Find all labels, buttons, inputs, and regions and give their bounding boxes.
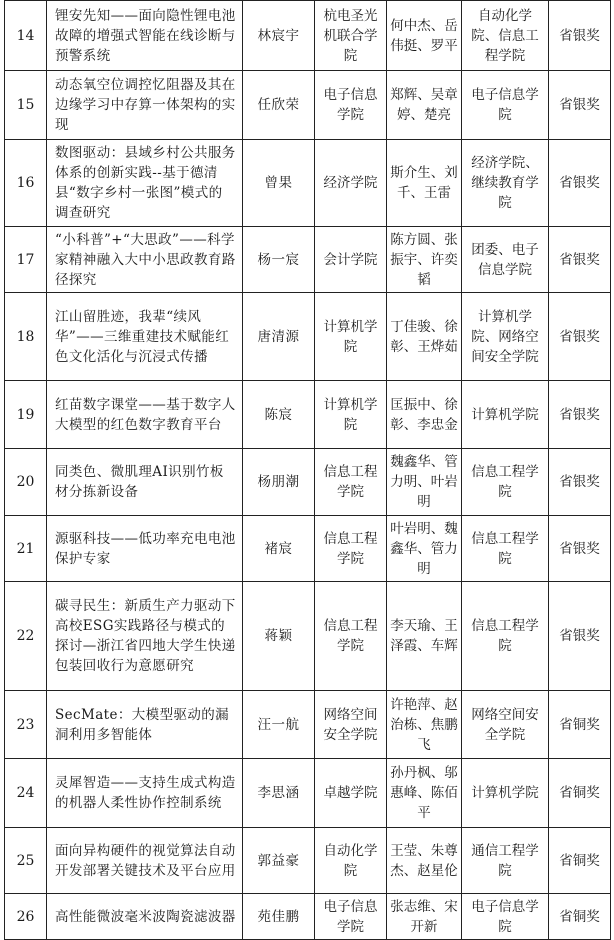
project-title: 高性能微波毫米波陶瓷滤波器	[47, 894, 243, 940]
project-leader: 褚宸	[243, 516, 315, 582]
advisors: 斯介生、刘千、王雷	[387, 140, 462, 227]
leader-college: 网络空间安全学院	[315, 691, 387, 759]
advisor-unit: 电子信息学院	[462, 894, 549, 940]
advisors: 叶岩明、魏鑫华、管力明	[387, 516, 462, 582]
advisor-unit: 计算机学院	[462, 759, 549, 828]
leader-college: 信息工程学院	[315, 449, 387, 516]
project-leader: 陈宸	[243, 381, 315, 449]
row-number: 16	[5, 140, 47, 227]
leader-college: 计算机学院	[315, 293, 387, 381]
leader-college: 卓越学院	[315, 759, 387, 828]
award-level: 省铜奖	[549, 759, 611, 828]
leader-college: 信息工程学院	[315, 582, 387, 691]
advisors: 匡振中、徐彰、李忠金	[387, 381, 462, 449]
project-title: 数图驱动：县域乡村公共服务体系的创新实践--基于德清县“数字乡村一张图”模式的调查研究	[47, 140, 243, 227]
award-level: 省铜奖	[549, 691, 611, 759]
leader-college: 计算机学院	[315, 381, 387, 449]
project-leader: 苑佳鹏	[243, 894, 315, 940]
leader-college: 经济学院	[315, 140, 387, 227]
advisor-unit: 自动化学院、信息工程学院	[462, 1, 549, 71]
project-leader: 汪一航	[243, 691, 315, 759]
advisor-unit: 经济学院、继续教育学院	[462, 140, 549, 227]
advisors: 孙丹枫、邬惠峰、陈佰平	[387, 759, 462, 828]
row-number: 20	[5, 449, 47, 516]
leader-college: 电子信息学院	[315, 71, 387, 140]
project-title: 面向异构硬件的视觉算法自动开发部署关键技术及平台应用	[47, 828, 243, 894]
advisor-unit: 通信工程学院	[462, 828, 549, 894]
advisor-unit: 信息工程学院	[462, 582, 549, 691]
table-row	[5, 293, 611, 381]
table-row	[5, 140, 611, 227]
project-leader: 蒋颖	[243, 582, 315, 691]
advisors: 陈方圆、张振宇、许奕韬	[387, 227, 462, 293]
award-level: 省银奖	[549, 582, 611, 691]
project-title: 同类色、微肌理AI识别竹板材分拣新设备	[47, 449, 243, 516]
advisor-unit: 网络空间安全学院	[462, 691, 549, 759]
row-number: 18	[5, 293, 47, 381]
advisor-unit: 信息工程学院	[462, 516, 549, 582]
project-title: 动态氧空位调控忆阻器及其在边缘学习中存算一体架构的实现	[47, 71, 243, 140]
table-row	[5, 759, 611, 828]
advisors: 丁佳骏、徐彰、王烨茹	[387, 293, 462, 381]
table-row	[5, 71, 611, 140]
advisors: 许艳萍、赵治栋、焦鹏飞	[387, 691, 462, 759]
row-number: 19	[5, 381, 47, 449]
project-leader: 任欣荣	[243, 71, 315, 140]
project-title: 江山留胜迹，我辈“续风华”——三维重建技术赋能红色文化活化与沉浸式传播	[47, 293, 243, 381]
project-title: 碳寻民生：新质生产力驱动下高校ESG实践路径与模式的探讨—浙江省四地大学生快递包装回收行为意愿研究	[47, 582, 243, 691]
advisors: 王莹、朱尊杰、赵星伦	[387, 828, 462, 894]
project-title: SecMate：大模型驱动的漏洞利用多智能体	[47, 691, 243, 759]
project-leader: 唐清源	[243, 293, 315, 381]
advisors: 张志维、宋开新	[387, 894, 462, 940]
award-level: 省银奖	[549, 293, 611, 381]
leader-college: 信息工程学院	[315, 516, 387, 582]
project-leader: 李思涵	[243, 759, 315, 828]
advisor-unit: 团委、电子信息学院	[462, 227, 549, 293]
award-table	[4, 0, 611, 940]
award-level: 省铜奖	[549, 828, 611, 894]
project-title: 锂安先知——面向隐性锂电池故障的增强式智能在线诊断与预警系统	[47, 1, 243, 71]
project-leader: 杨朋潮	[243, 449, 315, 516]
award-level: 省银奖	[549, 1, 611, 71]
row-number: 23	[5, 691, 47, 759]
award-level: 省银奖	[549, 449, 611, 516]
row-number: 24	[5, 759, 47, 828]
award-level: 省银奖	[549, 140, 611, 227]
row-number: 17	[5, 227, 47, 293]
project-leader: 郭益豪	[243, 828, 315, 894]
project-leader: 林宸宇	[243, 1, 315, 71]
project-title: 源驱科技——低功率充电电池保护专家	[47, 516, 243, 582]
table-row	[5, 894, 611, 940]
table-row	[5, 1, 611, 71]
advisor-unit: 电子信息学院	[462, 71, 549, 140]
project-title: 灵犀智造——支持生成式构造的机器人柔性协作控制系统	[47, 759, 243, 828]
advisor-unit: 信息工程学院	[462, 449, 549, 516]
project-title: 红苗数字课堂——基于数字人大模型的红色数字教育平台	[47, 381, 243, 449]
table-row	[5, 516, 611, 582]
leader-college: 杭电圣光机联合学院	[315, 1, 387, 71]
leader-college: 自动化学院	[315, 828, 387, 894]
award-level: 省银奖	[549, 516, 611, 582]
project-leader: 曾果	[243, 140, 315, 227]
award-level: 省铜奖	[549, 894, 611, 940]
row-number: 14	[5, 1, 47, 71]
award-level: 省银奖	[549, 227, 611, 293]
table-row	[5, 227, 611, 293]
table-row	[5, 449, 611, 516]
row-number: 26	[5, 894, 47, 940]
leader-college: 电子信息学院	[315, 894, 387, 940]
table-row	[5, 691, 611, 759]
leader-college: 会计学院	[315, 227, 387, 293]
advisor-unit: 计算机学院、网络空间安全学院	[462, 293, 549, 381]
table-row	[5, 582, 611, 691]
advisors: 何中杰、岳伟挺、罗平	[387, 1, 462, 71]
table-row	[5, 381, 611, 449]
row-number: 22	[5, 582, 47, 691]
row-number: 15	[5, 71, 47, 140]
project-title: “小科普”+“大思政”——科学家精神融入大中小思政教育路径探究	[47, 227, 243, 293]
advisors: 李天瑜、王泽霞、车辉	[387, 582, 462, 691]
award-level: 省银奖	[549, 71, 611, 140]
advisors: 魏鑫华、管力明、叶岩明	[387, 449, 462, 516]
row-number: 21	[5, 516, 47, 582]
award-level: 省银奖	[549, 381, 611, 449]
project-leader: 杨一宸	[243, 227, 315, 293]
row-number: 25	[5, 828, 47, 894]
table-row	[5, 828, 611, 894]
advisor-unit: 计算机学院	[462, 381, 549, 449]
advisors: 郑辉、吴章婷、楚亮	[387, 71, 462, 140]
